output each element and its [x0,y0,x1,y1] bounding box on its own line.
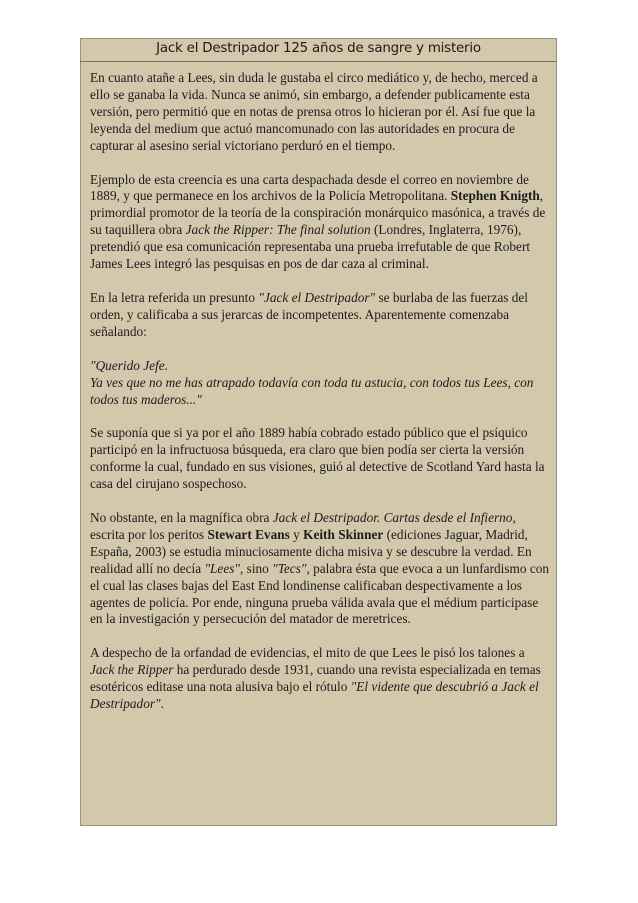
text: No obstante, en la magnífica obra [90,510,273,526]
paragraph-3 [90,290,552,341]
running-header: Jack el Destripador 125 años de sangre y misterio [80,38,557,62]
author-name: Keith Skinner [303,526,384,542]
text: Ejemplo de esta creencia es una carta despachada desde el correo en noviembre de 1889, y que permanece en los archivos de la Policía Metropolitana. [90,171,529,204]
letter-quote [90,358,552,409]
paragraph-2 [90,172,552,273]
name-italic: Jack the Ripper [90,662,174,678]
text: , primordial promotor de la teoría de la conspiración monárquico masónica, a través de su taquillera obra [90,188,546,238]
paragraph-1: En cuanto atañe a Lees, sin duda le gustaba el circo mediático y, de hecho, merced a ello se ganaba la vida. Nunca se animó, sin embargo, a defender publicamente esta versión, pero permitió que en notas de prensa otros lo hicieran por él. Así fue que la leyenda del medium que actuó mancomunado con las autoridades en procura de capturar al asesino serial victoriano perduró en el tiempo. [90,70,538,153]
author-name: Stewart Evans [207,526,290,542]
text: . [160,696,164,712]
book-title: Jack el Destripador. Cartas desde el Infierno, [272,510,516,526]
author-name: Stephen Knigth [450,188,540,204]
text: (Londres, Inglaterra, 1976), pretendió que esa comunicación representaba una prueba irrefutable de que Robert James Lees integró las pesquisas en pos de dar caza al criminal. [90,222,531,272]
text: ha perdurado desde 1931, cuando una revista especializada en temas esotéricos editase una nota alusiva bajo el rótulo [90,662,541,695]
text: , sino [240,560,273,576]
text: escrita por los peritos [90,526,208,542]
text: y [289,526,304,542]
paragraph-7 [90,645,552,713]
article-body [90,70,552,730]
text: se burlaba de las fuerzas del orden, y calificaba a sus jerarcas de incompetentes. Aparentemente comenzaba señalando: [90,289,528,339]
text: , palabra ésta que evoca a un lunfardismo con el cual las clases bajas del East End londinense calificaban despectivamente a los agentes de policía. Por ende, ninguna prueba válida avala que el médium participase en la investigación y persecución del matador de meretrices. [90,560,550,627]
text: A despecho de la orfandad de evidencias, el mito de que Lees le pisó los talones a [90,645,525,661]
article-title: "El vidente que descubrió a Jack el Destripador" [90,679,539,712]
text: (ediciones Jaguar, Madrid, España, 2003) se estudia minuciosamente dicha misiva y se descubre la verdad. En realidad allí no decía [90,526,532,576]
quoted-word: "Lees" [204,560,240,576]
text: En la letra referida un presunto [90,289,259,305]
quoted-name: "Jack el Destripador" [258,289,376,305]
quote-line: "Querido Jefe. [90,357,168,373]
book-title: Jack the Ripper: The final solution [185,222,371,238]
paragraph-6 [90,510,552,628]
quoted-word: "Tecs" [272,560,307,576]
quote-line: Ya ves que no me has atrapado todavía con toda tu astucia, con todos tus Lees, con todos tus maderos..." [90,374,534,407]
paragraph-5: Se suponía que si ya por el año 1889 había cobrado estado público que el psíquico participó en la infructuosa búsqueda, era claro que bien podía ser cierta la versión conforme la cual, fundado en sus visiones, guió al detective de Scotland Yard hasta la casa del cirujano sospechoso. [90,425,545,492]
